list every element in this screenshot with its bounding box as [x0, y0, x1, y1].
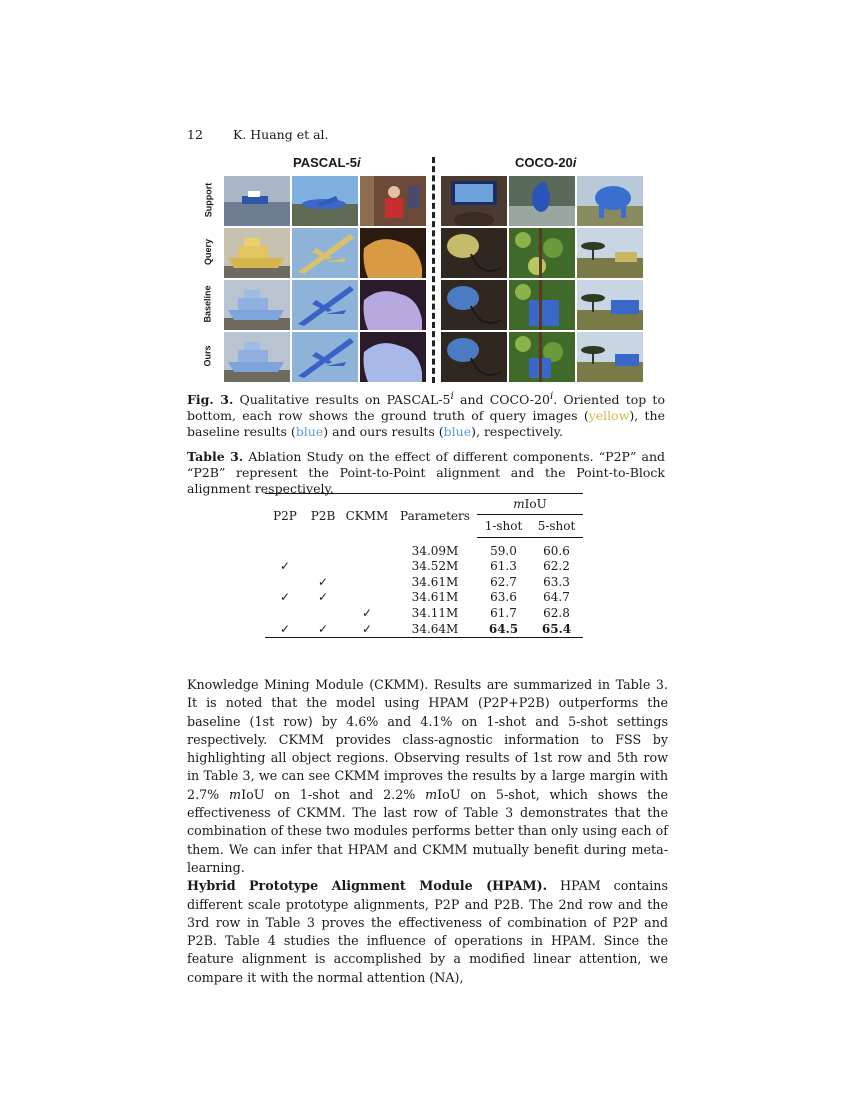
image-support-airplane — [292, 176, 358, 226]
image-query-boat — [224, 228, 290, 278]
row-label-query: Query — [203, 238, 214, 266]
image-baseline-cat — [360, 280, 426, 330]
image-support-bird — [509, 176, 575, 226]
coco-column-title: COCO-20i — [515, 155, 577, 170]
image-query-airplane — [292, 228, 358, 278]
table-row: ✓ ✓ ✓ 34.64M 64.5 65.4 — [265, 621, 583, 638]
header-p2b: P2B — [310, 508, 336, 523]
table-row: ✓ 34.52M 61.3 62.2 — [279, 559, 570, 574]
image-support-person — [360, 176, 426, 226]
running-header — [187, 127, 329, 142]
dataset-divider — [432, 157, 435, 383]
image-support-boat — [224, 176, 290, 226]
row-label-ours: Ours — [202, 345, 213, 367]
image-query-savanna — [577, 228, 643, 278]
image-ours-savanna — [577, 332, 643, 382]
image-support-elephant — [577, 176, 643, 226]
header-ckmm: CKMM — [345, 508, 389, 523]
running-authors: K. Huang et al. — [232, 127, 329, 142]
figure-caption-label: Fig. 3. — [187, 392, 234, 408]
page-number: 12 — [187, 127, 203, 142]
header-1-shot: 1-shot — [477, 515, 530, 538]
figure-caption: Fig. 3. Qualitative results on PASCAL-5$^i$ and COCO-20$^i$. Oriented top to bottom, each row shows the ground truth of query images (yellow), the baseline results (blue) and ours results (blue), respectively. — [187, 390, 666, 440]
table-row: ✓ 34.61M 62.7 63.3 — [317, 574, 570, 589]
ablation-table — [265, 493, 583, 638]
paragraph-hpam: Hybrid Prototype Alignment Module (HPAM). HPAM contains different scale prototype alignments, P2P and P2B. The 2nd row and the 3rd row in Table 3 proves the effectiveness of combination of P2P and P2B. Table 4 studies the influence of operations in HPAM. Since the feature alignment is accomplished by a modified linear attention, we compare it with the normal attention (NA), — [187, 878, 668, 985]
image-query-plant — [509, 228, 575, 278]
image-query-mouse — [441, 228, 507, 278]
paragraph-ckmm: Knowledge Mining Module (CKMM). Results are summarized in Table 3. It is noted that the model using HPAM (P2P+P2B) outperforms the baseline (1st row) by 4.6% and 4.1% on 1-shot and 5-shot settings respectively. CKMM provides class-agnostic information to FSS by highlighting all object regions. Observing results of 1st row and 5th row in Table 3, we can see CKMM improves the results by a large margin with 2.7% mIoU on 1-shot and 2.2% mIoU on 5-shot, which shows the effectiveness of CKMM. The last row of Table 3 demonstrates that the combination of these two modules performs better than only using each of them. We can infer that HPAM and CKMM mutually benefit during meta-learning. — [187, 677, 669, 875]
image-baseline-boat — [224, 280, 290, 330]
image-ours-plant — [509, 332, 575, 382]
table-caption: Table 3. Ablation Study on the effect of different components. “P2P” and “P2B” represent the Point-to-Point alignment and the Point-to-Block alignment respectively. — [187, 449, 665, 496]
figure-3 — [187, 155, 665, 383]
image-ours-boat — [224, 332, 290, 382]
hpam-heading: Hybrid Prototype Alignment Module (HPAM). — [187, 878, 548, 894]
image-baseline-airplane — [292, 280, 358, 330]
table-row: ✓ ✓ 34.61M 63.6 64.7 — [279, 590, 570, 605]
image-baseline-plant — [509, 280, 575, 330]
table-row: ✓ 34.11M 61.7 62.8 — [361, 605, 570, 620]
image-ours-airplane — [292, 332, 358, 382]
header-5-shot: 5-shot — [530, 515, 583, 538]
image-baseline-mouse — [441, 280, 507, 330]
body-text — [187, 676, 668, 987]
pascal-column-title: PASCAL-5i — [293, 155, 361, 170]
header-p2p: P2P — [273, 508, 297, 523]
image-support-tv — [441, 176, 507, 226]
table-caption-label: Table 3. — [187, 449, 244, 464]
header-parameters: Parameters — [400, 508, 470, 523]
row-label-support: Support — [203, 182, 213, 218]
image-query-cat — [360, 228, 426, 278]
row-label-baseline: Baseline — [203, 285, 213, 323]
image-ours-mouse — [441, 332, 507, 382]
header-miou: mIoU — [477, 494, 583, 515]
image-baseline-savanna — [577, 280, 643, 330]
table-row: 34.09M 59.0 60.6 — [411, 543, 570, 558]
image-ours-cat — [360, 332, 426, 382]
